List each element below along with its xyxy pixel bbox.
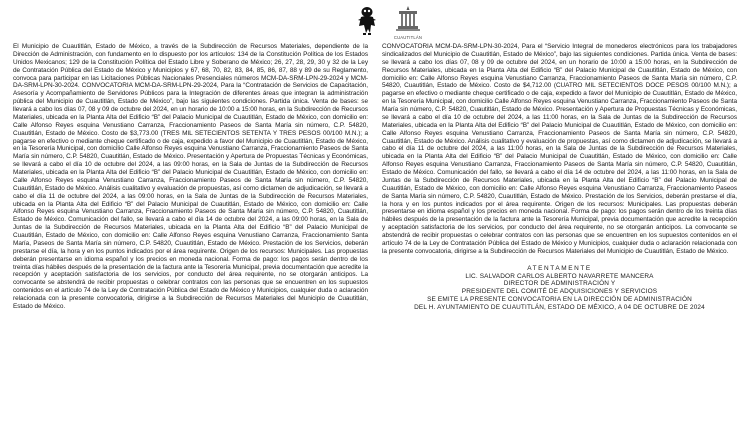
municipal-mascot-logo-icon [356, 6, 378, 36]
crest-caption: CUAUTITLÁN [393, 35, 423, 40]
header-logos [0, 2, 750, 42]
signer-role-1: DIRECTOR DE ADMINISTRACIÓN Y [503, 280, 616, 288]
issued-line-1: SE EMITE LA PRESENTE CONVOCATORIA EN LA DIRECCIÓN DE ADMINISTRACIÓN [427, 296, 692, 304]
convocatoria-30-text: CONVOCATORIA MCM-DA-SRM-LPN-30-2024, Para el “Servicio Integral de monederos electrónicos para los trabajadores sindicalizados del Municipio de Cuautitlán, Estado de México”, bajo las siguientes condiciones. Partida única. Venta de bases: se llevará a cabo los días 07, 08 y 09 de octubre del 2024, en un horario de 10:00 a 15:00 horas, en la Subdirección de Recursos Materiales, ubicada en la Planta Alta del Edificio “B” del Palacio Municipal de Cuautitlán, Estado de México, con domicilio en: Calle Alfonso Reyes esquina Venustiano Carranza, Fraccionamiento Paseos de Santa María sin número, C.P. 54820, Cuautitlán, Estado de México. Costo de $4,712.00 (CUATRO MIL SETECIENTOS DOCE PESOS 00/100 M.N.); a pagarse en efectivo o mediante cheque certificado o de caja, expedido a favor del Municipio de Cuautitlán, Estado de México, en la Tesorería Municipal, con domicilio Calle Alfonso Reyes esquina Venustiano Carranza, Fraccionamiento Paseos de Santa María sin número, C.P. 54820, Cuautitlán, Estado de México. Presentación y Apertura de Propuestas Técnicas y Económicas, se llevará a cabo el día 10 de octubre del 2024, a las 11:00 horas, en la Sala de Juntas de la Subdirección de Recursos Materiales, ubicada en la Planta Alta del Edificio “B” del Palacio Municipal de Cuautitlán, Estado de México, con domicilio en: Calle Alfonso Reyes esquina Venustiano Carranza, Fraccionamiento Paseos de Santa María sin número, C.P. 54820, Cuautitlán, Estado de México. Análisis cualitativo y evaluación de propuestas, así como dictamen de adjudicación, se llevará a cabo el día 11 de octubre del 2024, a las 11:00 horas, en la Sala de Juntas de la Subdirección de Recursos Materiales, ubicada en la Planta Alta del Edificio “B” del Palacio Municipal de Cuautitlán, Estado de México, con domicilio en: Calle Alfonso Reyes esquina Venustiano Carranza, Fraccionamiento Paseos de Santa María sin número, C.P. 54820, Cuautitlán, Estado de México. Comunicación del fallo, se llevará a cabo el día 14 de octubre del 2024, a las 11:00 horas, en la Sala de Juntas de la Subdirección de Recursos Materiales, ubicada en la Planta Alta del Edificio “B” del Palacio Municipal de Cuautitlán, Estado de México, con domicilio en: Calle Alfonso Reyes esquina Venustiano Carranza, Fraccionamiento Paseos de Santa María sin número, C.P. 54820, Cuautitlán, Estado de México. Prestación de los Servicios, deberán prestarse el día, la hora y en los puntos indicados por el área requirente. Origen de los recursos: Municipales. Las propuestas deberán presentarse en idioma español y los precios en moneda nacional. Forma de pago: los pagos serán dentro de los treinta días hábiles después de la presentación de la factura ante la Tesorería Municipal, previa documentación que acredite la recepción y aceptación satisfactoria de los servicios, por conducto del área requirente, no se otorgarán anticipos. La convocante se abstendrá de recibir propuestas o celebrar contratos con las personas que se encuentren en los supuestos contenidos en el artículo 74 de la Ley de Contratación Pública del Estado de México y Municipios, cualquier duda o aclaración relacionada con la presente convocatoria, dirigirse a la Subdirección de Recursos Materiales del Municipio de Cuautitlán, Estado de México. [382, 43, 737, 255]
signer-role-2: PRESIDENTE DEL COMITÉ DE ADQUISICIONES Y SERVICIOS [461, 288, 658, 296]
issued-line-2: DEL H. AYUNTAMIENTO DE CUAUTITLÁN, ESTADO DE MÉXICO, A 04 DE OCTUBRE DE 2024 [414, 304, 705, 312]
convocatoria-29-text: El Municipio de Cuautitlán, Estado de México, a través de la Subdirección de Recursos Materiales, dependiente de la Dirección de Administración, con fundamento en lo dispuesto por los artículos: 134 de la Constitución Política de los Estados Unidos Mexicanos; 129 de la Constitución Política del Estado Libre y Soberano de México; 26, 27, 28, 29, 30 y 32 de la Ley de Contratación Pública del Estado de México y Municipios y 67, 68, 70, 82, 83, 84, 85, 86, 87, 88 y 89 de su Reglamento, convoca para participar en las Licitaciones Públicas Nacionales Presenciales números MCM-DA-SRM-LPN-29-2024 y MCM-DA-SRM-LPN-30-2024. CONVOCATORIA MCM-DA-SRM-LPN-29-2024, Para la “Contratación de Servicios de Capacitación, Asesoría y Acompañamiento de Servidores Públicos para la Integración de diferentes áreas que integran la administración pública del Municipio de Cuautitlán, Estado de México”, bajo las siguientes condiciones. Partida única. Venta de bases: se llevará a cabo los días 07, 08 y 09 de octubre del 2024, en un horario de 10:00 a 15:00 horas, en la Subdirección de Recursos Materiales, ubicada en la Planta Alta del Edificio “B” del Palacio Municipal de Cuautitlán, Estado de México, con domicilio en: Calle Alfonso Reyes esquina Venustiano Carranza, Fraccionamiento Paseos de Santa María sin número, C.P. 54820, Cuautitlán, Estado de México. Costo de $3,773.00 (TRES MIL SETECIENTOS SETENTA Y TRES PESOS 00/100 M.N.); a pagarse en efectivo o mediante cheque certificado o de caja, expedido a favor del Municipio de Cuautitlán, Estado de México, en la Tesorería Municipal, con domicilio Calle Alfonso Reyes esquina Venustiano Carranza, Fraccionamiento Paseos de Santa María sin número, C.P. 54820, Cuautitlán, Estado de México. Presentación y Apertura de Propuestas Técnicas y Económicas, se llevará a cabo el día 10 de octubre del 2024, a las 09:00 horas, en la Sala de Juntas de la Subdirección de Recursos Materiales, ubicada en la Planta Alta del Edificio “B” del Palacio Municipal de Cuautitlán, Estado de México, con domicilio en: Calle Alfonso Reyes esquina Venustiano Carranza, Fraccionamiento Paseos de Santa María sin número, C.P. 54820, Cuautitlán, Estado de México. Análisis cualitativo y evaluación de propuestas, así como dictamen de adjudicación, se llevará a cabo el día 11 de octubre del 2024, a las 09:00 horas, en la Sala de Juntas de la Subdirección de Recursos Materiales, ubicada en la Planta Alta del Edificio “B” del Palacio Municipal de Cuautitlán, Estado de México, con domicilio en: Calle Alfonso Reyes esquina Venustiano Carranza, Fraccionamiento Paseos de Santa María sin número, C.P. 54820, Cuautitlán, Estado de México. Comunicación del fallo, se llevará a cabo el día 14 de octubre del 2024, a las 09:00 horas, en la Sala de Juntas de la Subdirección de Recursos Materiales, ubicada en la Planta Alta del Edificio “B” del Palacio Municipal de Cuautitlán, Estado de México, con domicilio en: Calle Alfonso Reyes esquina Venustiano Carranza, Fraccionamiento Santa María, Paseos de Santa María sin número, C.P. 54820, Cuautitlán, Estado de México. Prestación de los Servicios, deberán prestarse el día, la hora y en los puntos indicados por el área requirente. Origen de los recursos: Municipales. Las propuestas deberán presentarse en idioma español y los precios en moneda nacional. Forma de pago: los pagos serán dentro de los treinta días hábiles después de la presentación de la factura ante la Tesorería Municipal, previa documentación que acredite la recepción y aceptación satisfactoria de los servicios, por conducto del área requirente, no se otorgarán anticipos. La convocante se abstendrá de recibir propuestas o celebrar contratos con las personas que se encuentren en los supuestos contenidos en el artículo 74 de la Ley de Contratación Pública del Estado de México y Municipios, cualquier duda o aclaración relacionada con la presente convocatoria, dirigirse a la Subdirección de Recursos Materiales del Municipio de Cuautitlán, Estado de México. [13, 43, 368, 310]
signature-block [382, 265, 737, 312]
left-column [13, 43, 368, 311]
signer-name: LIC. SALVADOR CARLOS ALBERTO NAVARRETE MANCERA [465, 272, 654, 280]
closing-line: ATENTAMENTE [527, 264, 592, 272]
cuautitlan-crest-logo-icon [393, 4, 423, 42]
document-body [13, 43, 737, 439]
right-column [382, 43, 737, 312]
